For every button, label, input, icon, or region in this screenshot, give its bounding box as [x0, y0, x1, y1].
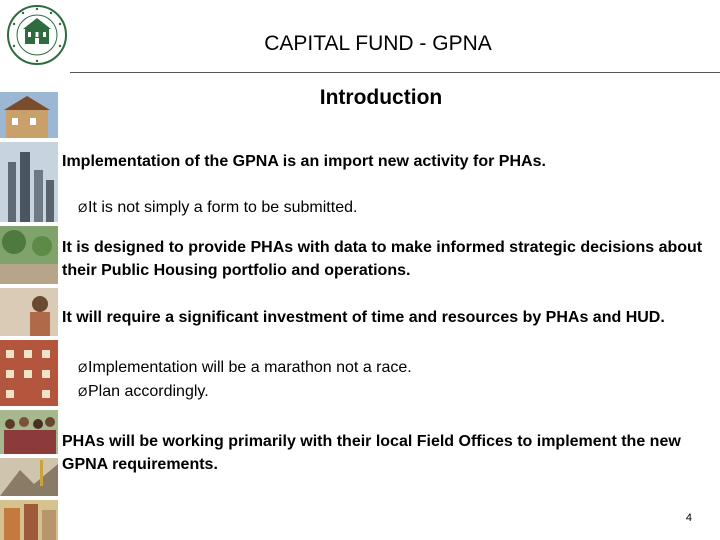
bullet-designed: It is designed to provide PHAs with data to make informed strategic decisions about their Public Housing portfolio and operations. — [62, 239, 703, 279]
arrow-bullet-icon: Ø — [78, 385, 88, 399]
sub-bullet-not-a-form: ØIt is not simply a form to be submitted. — [62, 196, 712, 220]
housing-photo-strip — [0, 92, 58, 540]
slide-title: CAPITAL FUND - GPNA — [264, 32, 492, 55]
page-number: 4 — [685, 512, 692, 524]
sub-bullet-plan: ØPlan accordingly. — [62, 380, 712, 404]
slide-body — [62, 150, 712, 476]
title-divider — [70, 72, 720, 73]
bullet-field-offices: PHAs will be working primarily with their local Field Offices to implement the new GPNA requirements. — [62, 433, 681, 473]
bullet-implementation: Implementation of the GPNA is an import new activity for PHAs. — [62, 153, 546, 170]
arrow-bullet-icon: Ø — [78, 201, 88, 215]
sub-bullet-marathon: ØImplementation will be a marathon not a race. — [62, 356, 712, 380]
slide-subtitle: Introduction — [319, 86, 443, 109]
bullet-investment: It will require a significant investment of time and resources by PHAs and HUD. — [62, 309, 665, 326]
arrow-bullet-icon: Ø — [78, 361, 88, 375]
